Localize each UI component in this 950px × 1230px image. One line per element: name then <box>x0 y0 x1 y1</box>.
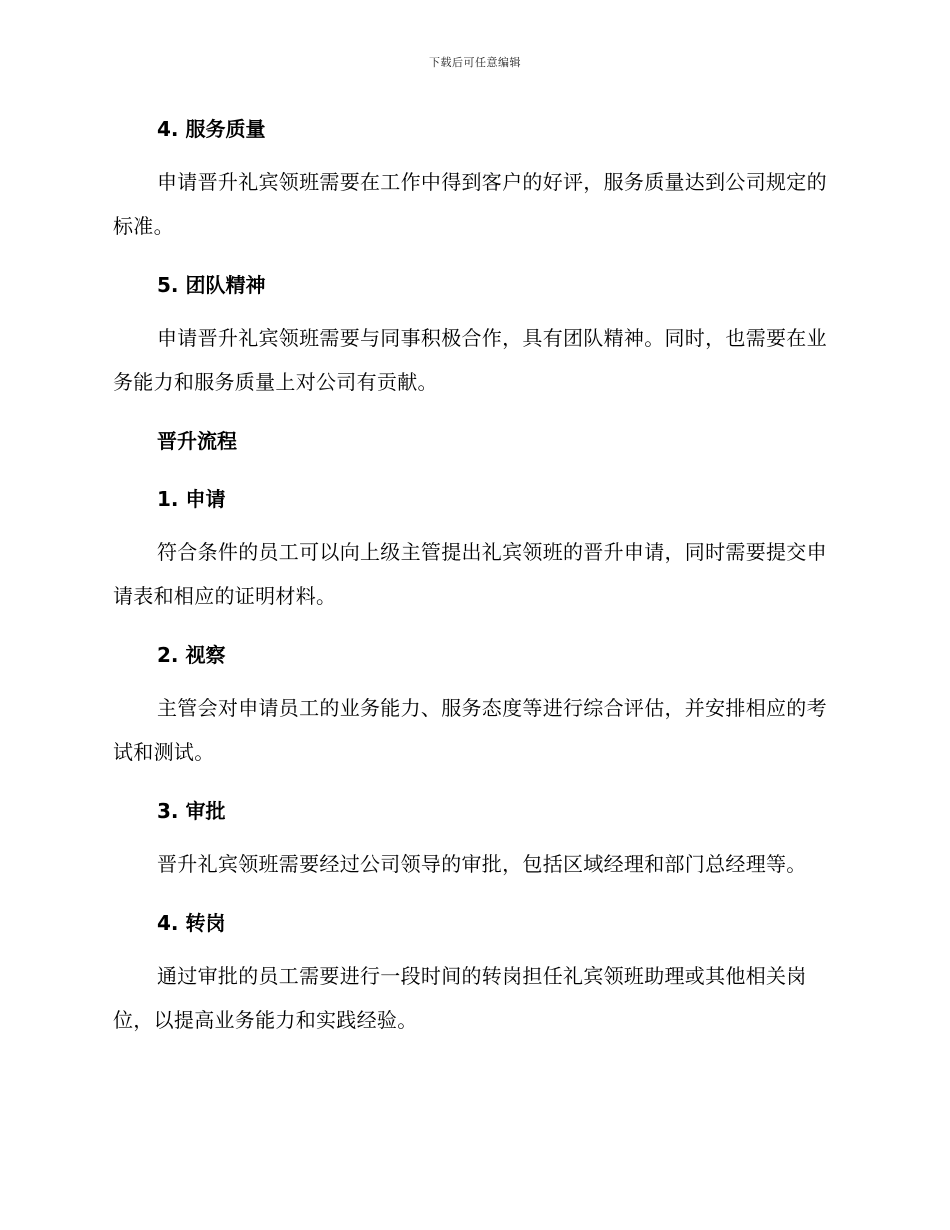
paragraph-team-spirit: 申请晋升礼宾领班需要与同事积极合作，具有团队精神。同时，也需要在业务能力和服务质量上对公司有贡献。 <box>113 326 827 394</box>
paragraph-approval: 晋升礼宾领班需要经过公司领导的审批，包括区域经理和部门总经理等。 <box>157 852 807 876</box>
header-note: 下载后可任意编辑 <box>429 56 521 69</box>
paragraph-service-quality: 申请晋升礼宾领班需要在工作中得到客户的好评，服务质量达到公司规定的标准。 <box>113 170 827 238</box>
paragraph-apply: 符合条件的员工可以向上级主管提出礼宾领班的晋升申请，同时需要提交申请表和相应的证明材料。 <box>113 540 827 608</box>
paragraph-inspection: 主管会对申请员工的业务能力、服务态度等进行综合评估，并安排相应的考试和测试。 <box>113 696 827 764</box>
step-heading-inspection: 2. 视察 <box>157 643 226 667</box>
section-heading-team-spirit: 5. 团队精神 <box>157 273 266 297</box>
step-heading-transfer: 4. 转岗 <box>157 911 226 935</box>
document-body <box>113 114 833 1042</box>
section-heading-promotion-process: 晋升流程 <box>157 429 237 453</box>
step-heading-approval: 3. 审批 <box>157 799 226 823</box>
paragraph-transfer: 通过审批的员工需要进行一段时间的转岗担任礼宾领班助理或其他相关岗位，以提高业务能力和实践经验。 <box>113 964 807 1032</box>
section-heading-service-quality: 4. 服务质量 <box>157 117 266 141</box>
step-heading-apply: 1. 申请 <box>157 487 226 511</box>
